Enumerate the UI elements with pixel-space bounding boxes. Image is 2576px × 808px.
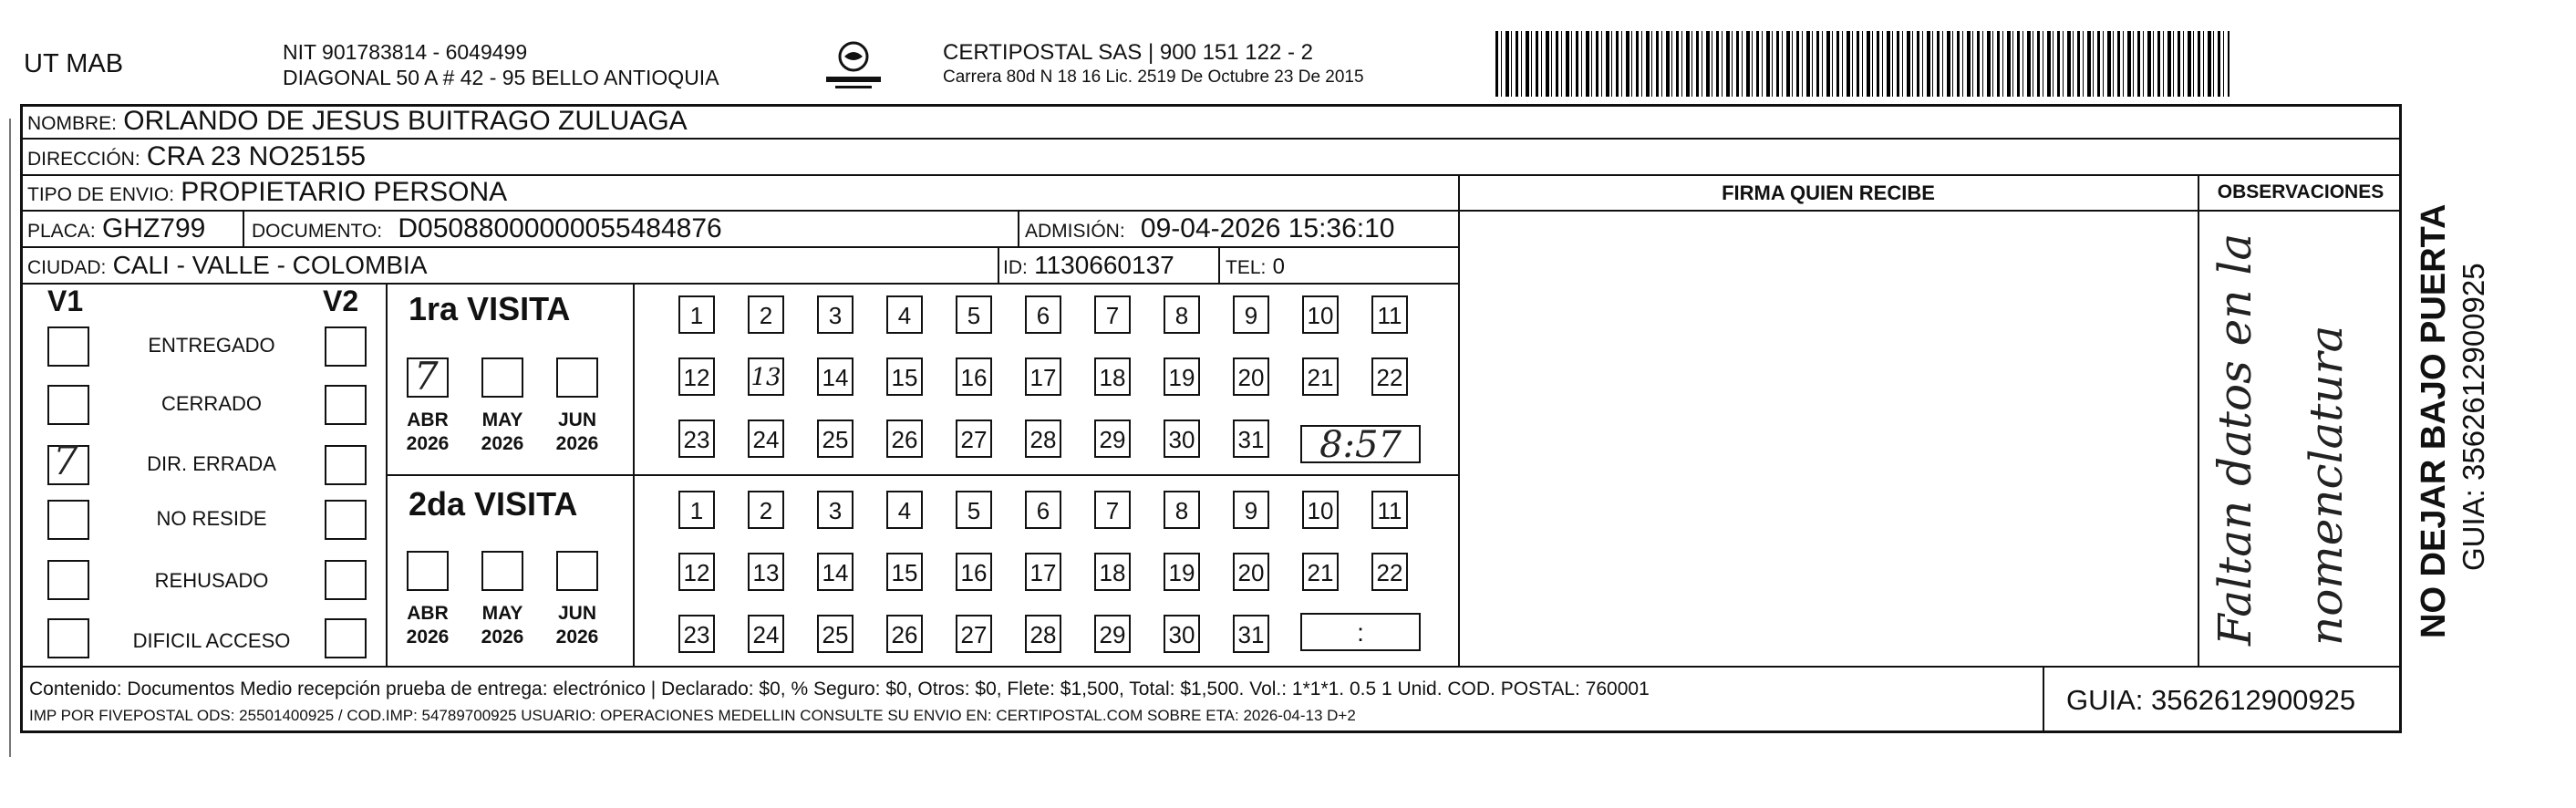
visit2-day-box[interactable]: 31 <box>1233 615 1269 653</box>
tipo-row <box>27 175 507 212</box>
visit1-title: 1ra VISITA <box>409 290 571 327</box>
company-address: DIAGONAL 50 A # 42 - 95 BELLO ANTIOQUIA <box>283 66 719 89</box>
visit2-day-box[interactable]: 4 <box>886 491 923 529</box>
visit2-day-box[interactable]: 16 <box>956 553 992 591</box>
admision-value: 09-04-2026 15:36:10 <box>1140 213 1395 243</box>
footer-guia: GUIA: 3562612900925 <box>2066 684 2356 716</box>
visit2-day-box[interactable]: 3 <box>817 491 853 529</box>
visit1-day-box[interactable]: 13 <box>748 357 784 396</box>
observaciones-handwriting-1: Faltan datos en la <box>2209 233 2261 646</box>
side-warning: NO DEJAR BAJO PUERTA <box>2415 203 2453 638</box>
visit2-day-box[interactable]: 28 <box>1025 615 1061 653</box>
carrier-license: Carrera 80d N 18 16 Lic. 2519 De Octubre 23 De 2015 <box>943 67 1364 87</box>
visit1-day-box[interactable]: 4 <box>886 295 923 334</box>
status-label-no-reside: NO RESIDE <box>156 507 267 530</box>
visit2-day-box[interactable]: 17 <box>1025 553 1061 591</box>
company-name: UT MAB <box>24 49 124 78</box>
v2-no-reside-checkbox[interactable] <box>325 500 367 540</box>
visit2-day-box[interactable]: 2 <box>748 491 784 529</box>
visit2-title: 2da VISITA <box>409 485 578 523</box>
direccion-value: CRA 23 NO25155 <box>146 141 367 171</box>
v1-entregado-checkbox[interactable] <box>47 326 89 367</box>
observaciones-handwriting-2: nomenclatura <box>2300 325 2353 646</box>
visit1-day-box[interactable]: 8 <box>1164 295 1200 334</box>
nombre-row <box>27 104 688 141</box>
visit1-month-year: 2026 <box>481 433 524 454</box>
direccion-label: DIRECCIÓN: <box>27 149 140 170</box>
visit1-day-box[interactable]: 9 <box>1233 295 1269 334</box>
visit1-day-box[interactable]: 31 <box>1233 420 1269 458</box>
visit1-day-box[interactable]: 18 <box>1094 357 1131 396</box>
visit1-month-year: 2026 <box>406 433 450 454</box>
placa-value: GHZ799 <box>101 213 206 243</box>
tipo-label: TIPO DE ENVIO: <box>27 184 175 205</box>
visit1-day-box[interactable]: 26 <box>886 420 923 458</box>
visit2-day-box[interactable]: 26 <box>886 615 923 653</box>
v2-dir-errada-checkbox[interactable] <box>325 445 367 485</box>
status-label-cerrado: CERRADO <box>160 392 262 415</box>
documento-label: DOCUMENTO: <box>252 221 383 242</box>
visit2-day-box[interactable]: 20 <box>1233 553 1269 591</box>
v1-dificil-acceso-checkbox[interactable] <box>47 618 89 658</box>
visit1-time-box[interactable] <box>1300 424 1421 466</box>
documento-value: D05088000000055484876 <box>398 213 722 243</box>
visit1-day-box[interactable]: 1 <box>678 295 715 334</box>
visit2-day-box[interactable]: 25 <box>817 615 853 653</box>
v2-header: V2 <box>323 285 359 317</box>
certipostal-logo <box>821 40 886 91</box>
visit1-day-box[interactable]: 2 <box>748 295 784 334</box>
visit1-day-box[interactable]: 28 <box>1025 420 1061 458</box>
visit2-month-name: ABR <box>407 603 449 624</box>
visit1-day-box[interactable]: 5 <box>956 295 992 334</box>
visit1-day-box[interactable]: 20 <box>1233 357 1269 396</box>
visit1-month-name: ABR <box>407 409 449 430</box>
id-value: 1130660137 <box>1034 251 1174 279</box>
visit2-day-box[interactable]: 23 <box>678 615 715 653</box>
visit1-day-box[interactable]: 6 <box>1025 295 1061 334</box>
visit2-month-abr-checkbox[interactable] <box>407 551 449 591</box>
visit2-time: : <box>1357 618 1364 647</box>
visit2-day-box[interactable]: 19 <box>1164 553 1200 591</box>
status-label-dir-errada: DIR. ERRADA <box>147 452 276 475</box>
visit2-month-year: 2026 <box>406 627 450 647</box>
visit2-day-box[interactable]: 8 <box>1164 491 1200 529</box>
tel-row <box>1226 248 1285 285</box>
visit2-day-box[interactable]: 11 <box>1371 491 1408 529</box>
visit1-month-name: MAY <box>481 409 523 430</box>
visit1-day-box[interactable]: 27 <box>956 420 992 458</box>
visit1-month-abr-checkbox[interactable] <box>407 354 449 399</box>
visit1-day-box[interactable]: 15 <box>886 357 923 396</box>
visit2-day-box[interactable]: 7 <box>1094 491 1131 529</box>
visit2-month-label <box>402 602 453 649</box>
placa-row <box>27 212 205 249</box>
visit1-day-box[interactable]: 12 <box>678 357 715 396</box>
visit1-day-box[interactable]: 19 <box>1164 357 1200 396</box>
visit1-day-box[interactable]: 24 <box>748 420 784 458</box>
tel-value: 0 <box>1272 254 1285 279</box>
ciudad-row <box>27 248 428 285</box>
footer-imp: IMP POR FIVEPOSTAL ODS: 25501400925 / COD.IMP: 54789700925 USUARIO: OPERACIONES MEDELLIN CONSULTE SU ENVIO EN: CERTIPOSTAL.COM SOBRE ETA: 2026-04-13 D+2 <box>29 707 1356 724</box>
nombre-label: NOMBRE: <box>27 113 118 134</box>
firma-area[interactable] <box>1461 212 2196 664</box>
observaciones-header: OBSERVACIONES <box>2217 181 2385 202</box>
visit2-day-box[interactable]: 30 <box>1164 615 1200 653</box>
visit1-month-label <box>477 409 528 456</box>
visit1-day-box[interactable]: 10 <box>1302 295 1339 334</box>
tipo-value: PROPIETARIO PERSONA <box>181 177 508 207</box>
visit2-time-box[interactable] <box>1300 613 1421 651</box>
documento-row <box>252 212 722 249</box>
barcode <box>1495 31 2229 97</box>
visit2-day-box[interactable]: 14 <box>817 553 853 591</box>
id-label: ID: <box>1003 257 1028 278</box>
side-guia: GUIA: 3562612900925 <box>2457 263 2490 571</box>
visit1-day-box[interactable]: 14 <box>817 357 853 396</box>
visit2-month-label <box>477 602 528 649</box>
admision-row <box>1025 212 1395 249</box>
visit2-month-label <box>552 602 603 649</box>
status-label-entregado: ENTREGADO <box>148 334 275 357</box>
visit1-month-mark: 7 <box>414 354 439 399</box>
placa-label: PLACA: <box>27 221 96 242</box>
visit2-day-box[interactable]: 22 <box>1371 553 1408 591</box>
ciudad-label: CIUDAD: <box>27 257 107 278</box>
id-row <box>1003 248 1174 285</box>
visit2-day-box[interactable]: 9 <box>1233 491 1269 529</box>
visit1-day-box[interactable]: 30 <box>1164 420 1200 458</box>
carrier-name: CERTIPOSTAL SAS | 900 151 122 - 2 <box>943 40 1313 65</box>
visit2-month-year: 2026 <box>555 627 599 647</box>
visit1-day-box[interactable]: 25 <box>817 420 853 458</box>
v2-rehusado-checkbox[interactable] <box>325 560 367 600</box>
company-nit: NIT 901783814 - 6049499 <box>283 40 528 64</box>
v1-rehusado-checkbox[interactable] <box>47 560 89 600</box>
visit2-day-box[interactable]: 18 <box>1094 553 1131 591</box>
visit1-day-box[interactable]: 22 <box>1371 357 1408 396</box>
visit1-month-name: JUN <box>557 409 596 430</box>
visit1-day-box[interactable]: 23 <box>678 420 715 458</box>
visit1-day-box[interactable]: 3 <box>817 295 853 334</box>
visit2-month-may-checkbox[interactable] <box>481 551 523 591</box>
visit1-month-year: 2026 <box>555 433 599 454</box>
v2-entregado-checkbox[interactable] <box>325 326 367 367</box>
visit1-month-may-checkbox[interactable] <box>481 357 523 398</box>
firma-header: FIRMA QUIEN RECIBE <box>1722 181 1935 204</box>
v1-header: V1 <box>47 285 84 317</box>
visit2-day-box[interactable]: 5 <box>956 491 992 529</box>
v1-dir-errada-checkbox[interactable] <box>47 438 89 485</box>
visit2-day-box[interactable]: 21 <box>1302 553 1339 591</box>
ciudad-value: CALI - VALLE - COLOMBIA <box>112 251 428 279</box>
visit2-day-box[interactable]: 29 <box>1094 615 1131 653</box>
visit2-month-name: MAY <box>481 603 523 624</box>
visit1-day-box[interactable]: 7 <box>1094 295 1131 334</box>
footer-guia-box <box>2043 666 2402 733</box>
visit1-time: 8:57 <box>1319 424 1402 466</box>
status-label-rehusado: REHUSADO <box>154 569 269 592</box>
visit1-day-box[interactable]: 21 <box>1302 357 1339 396</box>
v1-no-reside-checkbox[interactable] <box>47 500 89 540</box>
visit1-day-box[interactable]: 16 <box>956 357 992 396</box>
v2-cerrado-checkbox[interactable] <box>325 385 367 425</box>
visit2-month-year: 2026 <box>481 627 524 647</box>
visit2-day-box[interactable]: 10 <box>1302 491 1339 529</box>
visit1-month-jun-checkbox[interactable] <box>556 357 598 398</box>
visit1-month-label <box>552 409 603 456</box>
visit1-day-box[interactable]: 11 <box>1371 295 1408 334</box>
v1-cerrado-checkbox[interactable] <box>47 385 89 425</box>
visit2-day-box[interactable]: 24 <box>748 615 784 653</box>
v1-handwritten-mark: 7 <box>53 438 78 484</box>
admision-label: ADMISIÓN: <box>1025 221 1125 242</box>
visit1-month-label <box>402 409 453 456</box>
visit2-day-box[interactable]: 13 <box>748 553 784 591</box>
visit2-month-jun-checkbox[interactable] <box>556 551 598 591</box>
visit1-day-box[interactable]: 29 <box>1094 420 1131 458</box>
nombre-value: ORLANDO DE JESUS BUITRAGO ZULUAGA <box>123 106 688 136</box>
v2-dificil-acceso-checkbox[interactable] <box>325 618 367 658</box>
footer-contenido: Contenido: Documentos Medio recepción prueba de entrega: electrónico | Declarado: $0, % Seguro: $0, Otros: $0, Flete: $1,500, Total: $1,500. Vol.: 1*1*1. 0.5 1 Unid. COD. POSTAL: 760001 <box>29 679 1650 699</box>
visit2-day-box[interactable]: 6 <box>1025 491 1061 529</box>
direccion-row <box>27 140 366 177</box>
visit2-month-name: JUN <box>557 603 596 624</box>
visit2-day-box[interactable]: 12 <box>678 553 715 591</box>
visit2-day-box[interactable]: 27 <box>956 615 992 653</box>
tel-label: TEL: <box>1226 257 1267 278</box>
status-label-dificil-acceso: DIFICIL ACCESO <box>132 629 291 652</box>
visit2-day-box[interactable]: 15 <box>886 553 923 591</box>
header <box>0 0 2576 100</box>
visit2-day-box[interactable]: 1 <box>678 491 715 529</box>
visit1-day-box[interactable]: 17 <box>1025 357 1061 396</box>
